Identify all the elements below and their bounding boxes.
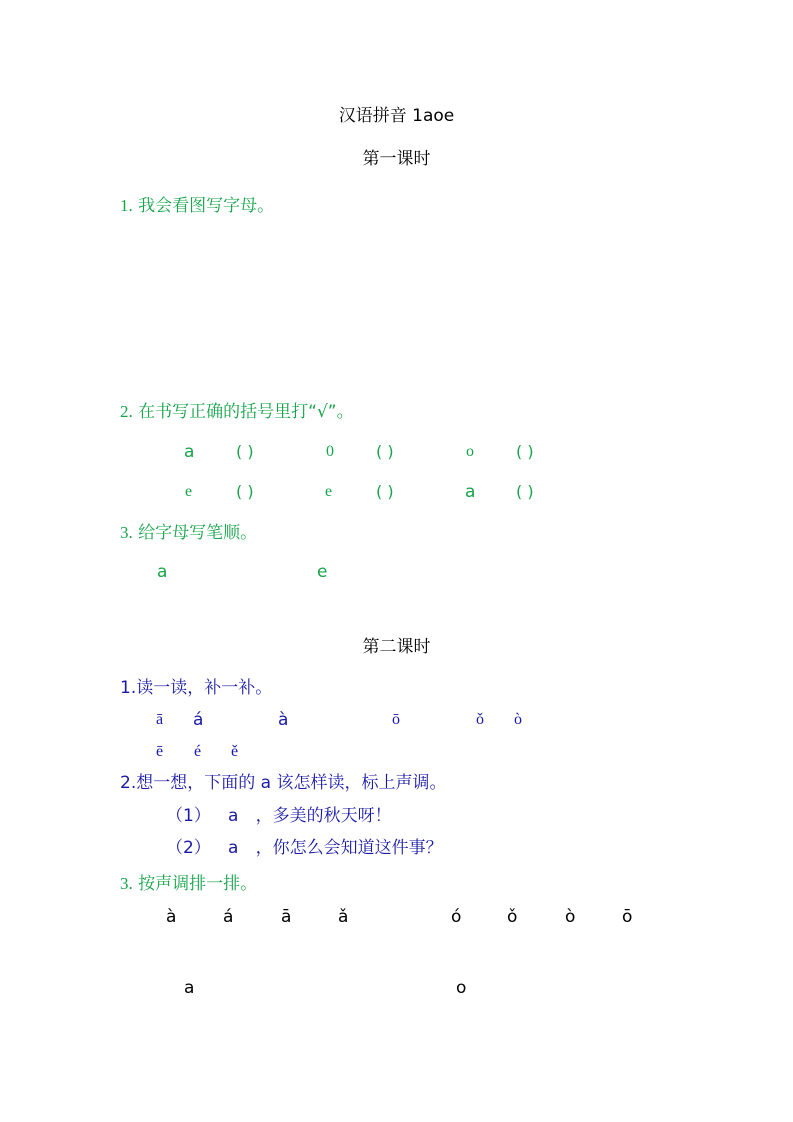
q-text: 按声调排一排。: [138, 874, 258, 894]
tone-target-letter: a: [228, 806, 239, 826]
tone-letter: ǒ: [476, 711, 484, 728]
choice-letter: o: [466, 443, 474, 460]
answer-parens[interactable]: ( ): [236, 482, 254, 501]
tone-letter: à: [166, 907, 177, 927]
tone-letter: ò: [514, 711, 522, 728]
tone-letter: ě: [231, 743, 239, 760]
sentence-text: ，多美的秋天呀！: [255, 806, 392, 826]
lesson1-q3: [120, 524, 257, 542]
tone-letter: ā: [281, 907, 292, 927]
lesson1-q1: [120, 197, 274, 215]
choice-letter: 0: [326, 443, 334, 460]
lesson2-q3: [120, 875, 257, 893]
answer-parens[interactable]: ( ): [376, 482, 394, 501]
tone-letter: ō: [622, 907, 633, 927]
tone-letter: ē: [156, 743, 164, 760]
tone-letter: ǎ: [338, 907, 349, 927]
item-number: （2）: [166, 838, 211, 858]
q-number: 2.: [120, 402, 133, 421]
choice-letter: e: [185, 483, 193, 500]
tone-letter: ó: [451, 907, 462, 927]
tone-letter: ǒ: [507, 907, 518, 927]
item-number: （1）: [166, 806, 211, 826]
answer-parens[interactable]: ( ): [236, 442, 254, 461]
q-number: 3.: [120, 523, 133, 542]
answer-parens[interactable]: ( ): [516, 442, 534, 461]
stroke-order-letter: a: [157, 562, 168, 582]
lesson2-heading: 第二课时: [362, 637, 431, 657]
stroke-order-letter: e: [317, 562, 328, 582]
sentence-item-1: [166, 808, 392, 825]
tone-letter: ō: [392, 711, 400, 728]
answer-parens[interactable]: ( ): [516, 482, 534, 501]
choice-letter: a: [465, 482, 476, 502]
answer-base-letter: a: [184, 978, 195, 998]
choice-letter: a: [184, 442, 195, 462]
lesson1-q2: [120, 403, 354, 421]
sentence-item-2: [166, 840, 443, 857]
answer-parens[interactable]: ( ): [376, 442, 394, 461]
q-text: 在书写正确的括号里打“√”。: [138, 402, 354, 422]
lesson2-q1: 1.读一读，补一补。: [120, 678, 273, 698]
lesson1-heading: 第一课时: [362, 149, 431, 169]
q-text: 我会看图写字母。: [138, 196, 275, 216]
tone-letter: á: [223, 907, 234, 927]
sentence-text: ，你怎么会知道这件事？: [255, 838, 443, 858]
tone-letter: é: [194, 743, 202, 760]
lesson2-q2: 2.想一想，下面的 a 该怎样读，标上声调。: [120, 773, 447, 793]
choice-letter: e: [325, 483, 333, 500]
tone-letter: á: [193, 710, 204, 730]
answer-base-letter: o: [456, 978, 467, 998]
page-title: 汉语拼音 1aoe: [338, 106, 455, 126]
q-number: 3.: [120, 874, 133, 893]
tone-letter: ò: [565, 907, 576, 927]
q-number: 1.: [120, 196, 133, 215]
tone-letter: ā: [156, 711, 164, 728]
tone-letter: à: [278, 710, 289, 730]
tone-target-letter: a: [228, 838, 239, 858]
q-text: 给字母写笔顺。: [138, 523, 258, 543]
